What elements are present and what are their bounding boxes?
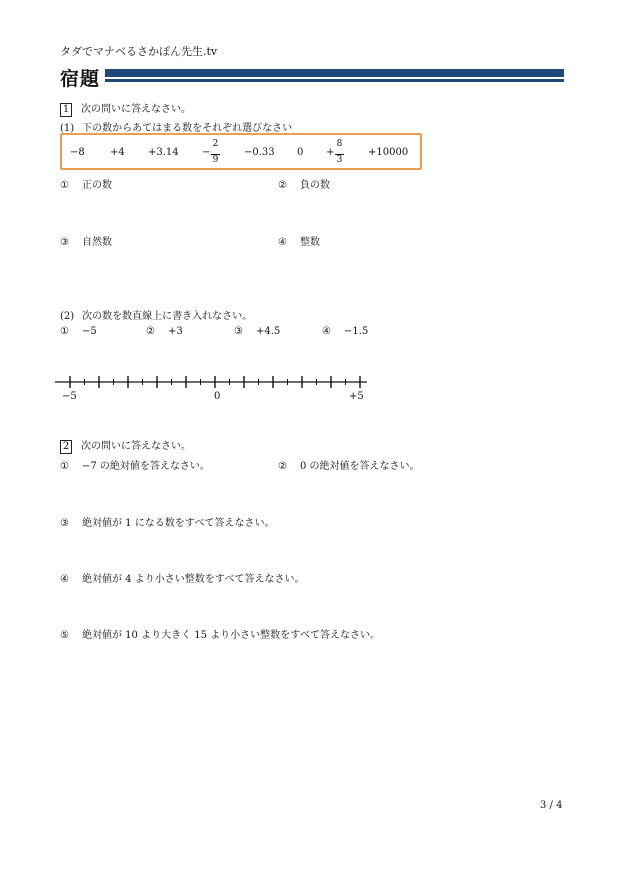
list-item bbox=[278, 457, 420, 472]
list-item bbox=[60, 514, 275, 529]
choice-number: −8 bbox=[70, 147, 85, 158]
choice-number: +10000 bbox=[368, 147, 409, 158]
item-text: 絶対値が 1 になる数をすべて答えなさい。 bbox=[82, 518, 275, 529]
choice-number: −0.33 bbox=[244, 147, 275, 158]
part-2-label: (2) bbox=[60, 311, 75, 322]
fraction-denominator: 3 bbox=[336, 155, 343, 165]
item-text: −7 の絶対値を答えなさい。 bbox=[82, 461, 210, 472]
number-line bbox=[55, 372, 375, 392]
fraction-numerator: 8 bbox=[336, 139, 343, 149]
choice-number: +3.14 bbox=[148, 147, 179, 158]
item-text: 自然数 bbox=[82, 237, 112, 248]
page-title: 宿題 bbox=[60, 68, 101, 90]
item-text: 正の数 bbox=[82, 180, 112, 191]
title-decoration-bars bbox=[105, 69, 564, 83]
list-item bbox=[60, 326, 97, 337]
question-1-text: 次の問いに答えなさい。 bbox=[81, 104, 191, 115]
item-marker: ⑤ bbox=[60, 630, 69, 641]
item-text: 絶対値が 4 より小さい整数をすべて答えなさい。 bbox=[82, 574, 305, 585]
page-number: 3 / 4 bbox=[540, 800, 563, 811]
choice-number: + bbox=[326, 147, 335, 158]
item-marker: ① bbox=[60, 326, 69, 337]
item-marker: ③ bbox=[60, 518, 69, 529]
part-2-text: 次の数を数直線上に書き入れなさい。 bbox=[82, 311, 253, 322]
item-marker: ③ bbox=[60, 237, 69, 248]
item-text: 0 の絶対値を答えなさい。 bbox=[300, 461, 420, 472]
question-1-heading bbox=[60, 100, 191, 117]
list-item bbox=[60, 626, 380, 641]
item-marker: ② bbox=[278, 461, 287, 472]
fraction-two-ninths bbox=[211, 139, 220, 167]
question-number-box: 2 bbox=[60, 440, 72, 454]
part-1-label: (1) bbox=[60, 123, 75, 134]
item-marker: ② bbox=[278, 180, 287, 191]
choice-number: +4 bbox=[110, 147, 125, 158]
item-marker: ① bbox=[60, 180, 69, 191]
site-name: タダでマナベるさかぽん先生.tv bbox=[60, 45, 218, 58]
list-item bbox=[60, 457, 210, 472]
number-line-label-min: −5 bbox=[62, 391, 77, 402]
list-item bbox=[60, 570, 305, 585]
item-text: 整数 bbox=[300, 237, 320, 248]
choice-number: 0 bbox=[297, 147, 304, 158]
title-bar-thick bbox=[105, 69, 564, 77]
item-text: +3 bbox=[168, 326, 183, 337]
item-marker: ① bbox=[60, 461, 69, 472]
list-item bbox=[234, 326, 280, 337]
list-item bbox=[278, 176, 330, 191]
fraction-eight-thirds bbox=[335, 139, 344, 167]
item-text: 絶対値が 10 より大きく 15 より小さい整数をすべて答えなさい。 bbox=[82, 630, 380, 641]
fraction-numerator: 2 bbox=[212, 139, 219, 149]
item-text: 負の数 bbox=[300, 180, 330, 191]
number-line-label-max: +5 bbox=[349, 391, 364, 402]
question-2-heading bbox=[60, 437, 191, 454]
question-2-text: 次の問いに答えなさい。 bbox=[81, 441, 191, 452]
item-marker: ④ bbox=[322, 326, 331, 337]
item-marker: ② bbox=[146, 326, 155, 337]
list-item bbox=[60, 233, 112, 248]
choice-number: − bbox=[202, 147, 211, 158]
title-bar-thin bbox=[105, 79, 564, 82]
fraction-denominator: 9 bbox=[212, 155, 219, 165]
list-item bbox=[322, 326, 368, 337]
item-text: −5 bbox=[82, 326, 97, 337]
question-number-box: 1 bbox=[60, 103, 72, 117]
item-text: +4.5 bbox=[256, 326, 281, 337]
part-2-heading bbox=[60, 307, 252, 322]
item-text: −1.5 bbox=[344, 326, 369, 337]
part-1-text: 下の数からあてはまる数をそれぞれ選びなさい bbox=[82, 123, 293, 134]
item-marker: ④ bbox=[60, 574, 69, 585]
list-item bbox=[278, 233, 320, 248]
item-marker: ④ bbox=[278, 237, 287, 248]
list-item bbox=[60, 176, 112, 191]
item-marker: ③ bbox=[234, 326, 243, 337]
part-1-heading bbox=[60, 119, 292, 134]
list-item bbox=[146, 326, 183, 337]
number-line-label-zero: 0 bbox=[214, 391, 221, 402]
